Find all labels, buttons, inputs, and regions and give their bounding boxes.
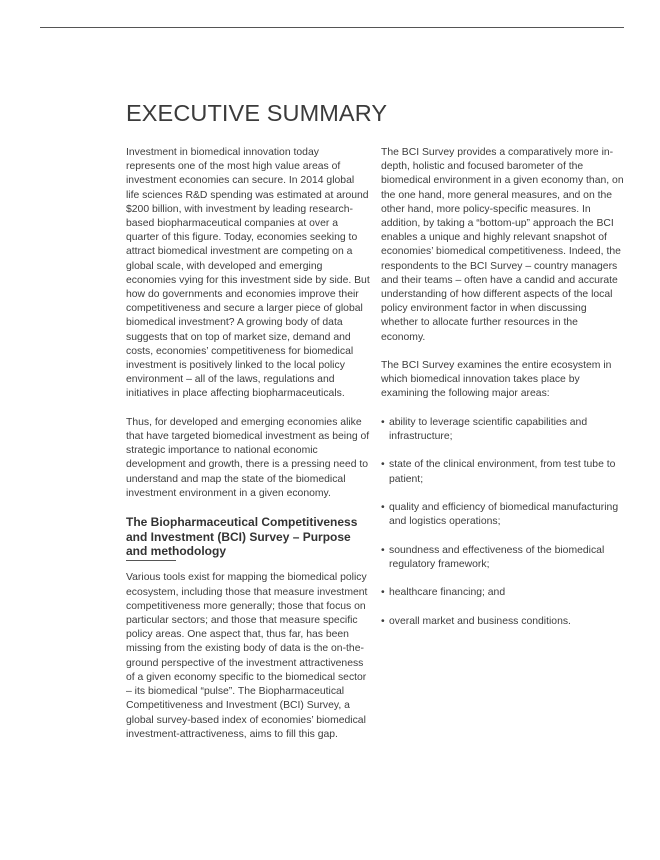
section-subheading: The Biopharmaceutical Competitiveness and Investment (BCI) Survey – Purpose and methodology — [126, 515, 358, 559]
ecosystem-paragraph: The BCI Survey examines the entire ecosystem in which biomedical innovation takes place by examining the following major areas: — [381, 360, 612, 400]
list-item-text: quality and efficiency of biomedical manufacturing and logistics operations; — [389, 502, 619, 528]
subheading-underline — [126, 560, 176, 561]
right-column — [381, 146, 625, 643]
intro-paragraph: Investment in biomedical innovation today represents one of the most high value areas of investment economies can secure. In 2014 global life sciences R&D spending was estimated at around $200 billion, with investment by leading research-based biopharmaceutical companies at over a quarter of this figure. Today, economies seeking to attract biomedical investment are competing on a global scale, with developed and emerging economies vying for this investment side by side. But how do governments and economies improve their competitiveness and secure a larger piece of global biomedical investment? A growing body of data suggests that on top of market size, demand and costs, economies’ competitiveness for biomedical investment is positively linked to the local policy environment – all of the laws, regulations and initiatives in place affecting biopharmaceuticals. — [126, 147, 370, 400]
page-title: EXECUTIVE SUMMARY — [126, 100, 388, 126]
list-item-text: overall market and business conditions. — [389, 615, 571, 627]
bci-overview-paragraph: The BCI Survey provides a comparatively more in-depth, holistic and focused barometer of the biomedical environment in a given economy than, on the one hand, more general measures, and on the other hand, more policy-specific measures. In addition, by taking a “bottom-up” approach the BCI enables a unique and highly relevant snapshot of economies’ biomedical competitiveness. Indeed, the respondents to the BCI Survey – country managers and their teams – often have a candid and accurate understanding of how different aspects of the local policy environment factor in when discussing whether to allocate further resources in the economy. — [381, 147, 624, 343]
bullet-icon: • — [381, 587, 385, 599]
left-column — [126, 146, 370, 742]
list-item-text: state of the clinical environment, from test tube to patient; — [389, 459, 616, 485]
bullet-icon: • — [381, 544, 385, 556]
tools-paragraph: Various tools exist for mapping the biomedical policy ecosystem, including those that measure investment competitiveness more generally; those that focus on particular sectors; and those that measure specific policy areas. One aspect that, thus far, has been missing from the existing body of data is the on-the-ground perspective of the investment attractiveness of a given economy specific to the biomedical sector – its biomedical “pulse”. The Biopharmaceutical Competitiveness and Investment (BCI) Survey, a global survey-based index of economies’ biomedical investment-attractiveness, aims to fill this gap. — [126, 572, 368, 740]
list-item-text: healthcare financing; and — [389, 587, 506, 599]
list-item — [381, 501, 625, 529]
top-rule — [40, 27, 624, 28]
bullet-icon: • — [381, 416, 385, 428]
list-item — [381, 458, 625, 486]
list-item — [381, 615, 625, 629]
need-paragraph: Thus, for developed and emerging economies alike that have targeted biomedical investment as being of strategic importance to national economic development and growth, there is a pressing need to understand and map the state of the biomedical investment environment in a given economy. — [126, 416, 370, 499]
bullet-icon: • — [381, 615, 385, 627]
list-item — [381, 586, 625, 600]
bullet-icon: • — [381, 502, 385, 514]
areas-list — [381, 416, 625, 629]
list-item-text: ability to leverage scientific capabilities and infrastructure; — [389, 416, 588, 443]
bullet-icon: • — [381, 459, 385, 471]
list-item — [381, 416, 625, 444]
list-item-text: soundness and effectiveness of the biomedical regulatory framework; — [389, 544, 605, 570]
list-item — [381, 544, 625, 572]
